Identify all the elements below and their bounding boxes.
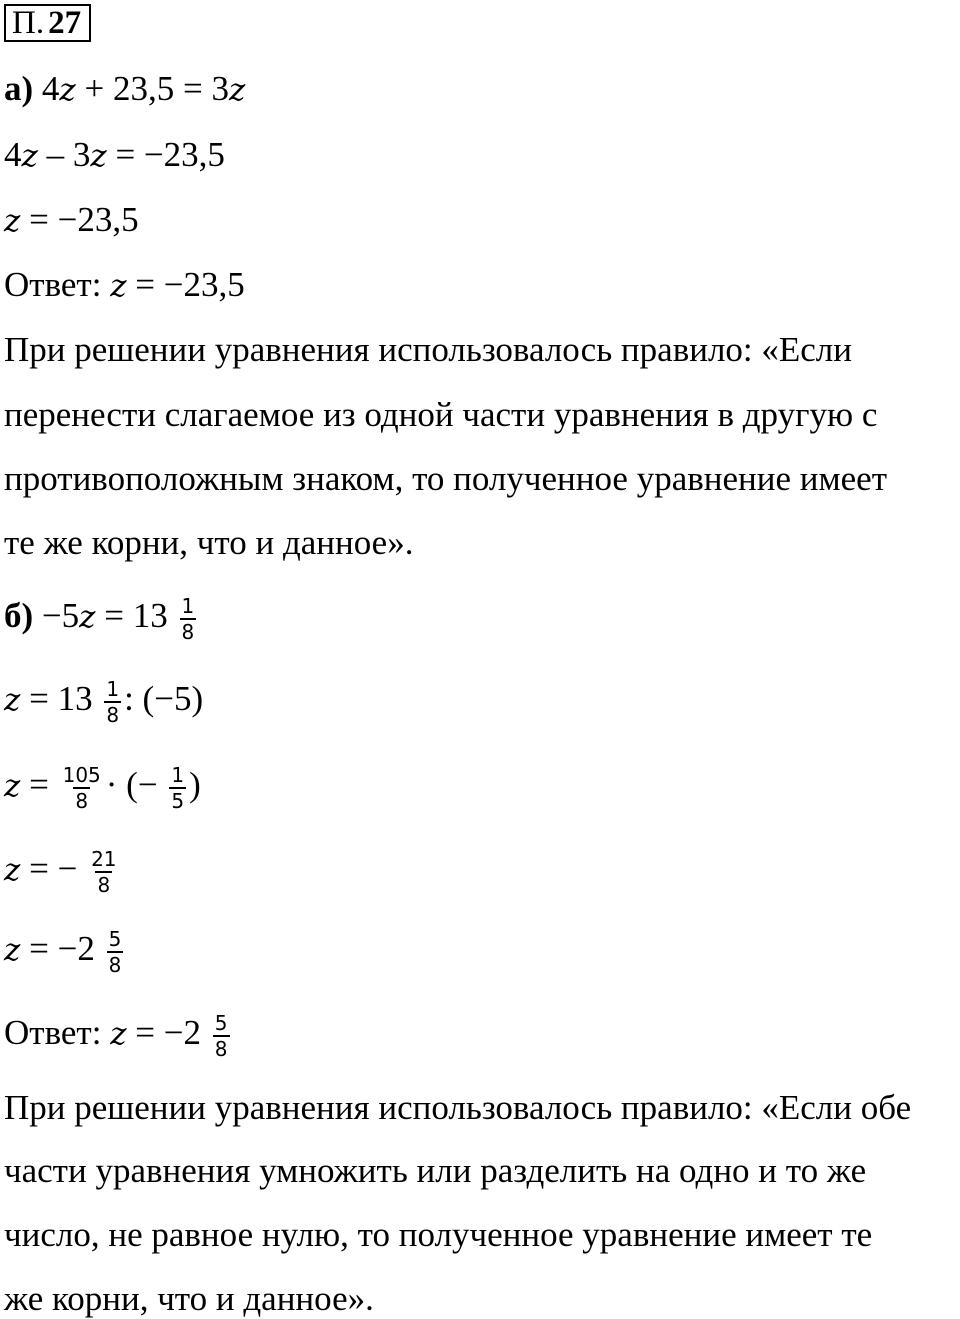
variable: z: [110, 1016, 127, 1053]
part-b-rule-line-3: число, не равное нулю, то полученное уравнение имеет те: [4, 1215, 873, 1254]
term: = −2: [20, 929, 95, 969]
problem-prefix: П.: [12, 5, 45, 41]
term: – 3: [37, 135, 91, 174]
denominator: 8: [97, 873, 111, 897]
part-b-rule-line-4: же корни, что и данное».: [4, 1279, 374, 1318]
term: −5: [33, 596, 80, 636]
term: : (−5): [124, 679, 204, 719]
fraction: [213, 1012, 230, 1060]
variable: z: [21, 138, 38, 174]
part-a-label: а): [4, 69, 34, 108]
fraction: [169, 764, 186, 812]
term: 4: [4, 135, 22, 174]
part-a-rule-line-1: При решении уравнения использовалось правило: «Если: [4, 330, 852, 369]
term: · (−: [105, 765, 158, 805]
term: = −: [20, 849, 78, 889]
term: = 13: [20, 679, 93, 719]
denominator: 8: [75, 789, 89, 813]
part-a-rule-line-4: те же корни, что и данное».: [4, 523, 414, 562]
numerator: 1: [181, 594, 195, 618]
part-b-equation-1: [4, 595, 199, 643]
part-b-equation-5: [4, 928, 126, 976]
problem-number: 27: [48, 5, 82, 41]
numerator: 21: [91, 847, 117, 871]
denominator: 8: [106, 703, 120, 727]
answer-prefix: Ответ:: [4, 265, 111, 304]
term: = −23,5: [106, 135, 225, 174]
variable: z: [79, 599, 96, 636]
part-a-equation-1: [4, 69, 245, 110]
part-a-answer: [4, 265, 245, 306]
part-b-equation-2: [4, 678, 203, 726]
part-b-label: б): [4, 596, 34, 636]
problem-number-box: [4, 4, 91, 42]
denominator: 8: [181, 620, 195, 644]
variable: z: [4, 768, 21, 805]
variable: z: [4, 682, 21, 719]
part-b-answer: [4, 1012, 233, 1060]
term: + 23,5 = 3: [75, 69, 229, 108]
denominator: 8: [108, 953, 122, 977]
variable: z: [59, 72, 76, 108]
numerator: 5: [214, 1011, 228, 1035]
numerator: 5: [108, 927, 122, 951]
term: = −23,5: [126, 265, 245, 304]
numerator: 1: [106, 677, 120, 701]
part-a-equation-3: [4, 200, 139, 241]
part-b-rule-line-2: части уравнения умножить или разделить на одно и то же: [4, 1151, 867, 1190]
part-a-rule-line-2: перенести слагаемое из одной части уравнения в другую с: [4, 395, 878, 434]
variable: z: [4, 932, 21, 969]
term: = 13: [95, 596, 168, 636]
variable: z: [4, 203, 21, 239]
term: 4: [41, 69, 60, 108]
denominator: 8: [214, 1037, 228, 1061]
variable: z: [228, 72, 246, 108]
part-b-rule-line-1: При решении уравнения использовалось правило: «Если обе: [4, 1088, 912, 1127]
part-b-equation-3: [4, 764, 201, 812]
fraction: [89, 848, 118, 896]
variable: z: [90, 138, 107, 174]
term: ): [189, 765, 201, 805]
term: =: [20, 765, 49, 805]
numerator: 105: [62, 763, 101, 787]
answer-prefix: Ответ:: [4, 1013, 111, 1053]
denominator: 5: [171, 789, 185, 813]
variable: z: [110, 268, 127, 304]
fraction: [180, 595, 197, 643]
fraction: [61, 764, 103, 812]
fraction: [104, 678, 121, 726]
fraction: [107, 928, 124, 976]
part-a-equation-2: [4, 135, 225, 176]
term: = −23,5: [20, 200, 139, 239]
part-a-rule-line-3: противоположным знаком, то полученное уравнение имеет: [4, 459, 888, 498]
part-b-equation-4: [4, 848, 122, 896]
term: = −2: [126, 1013, 202, 1053]
variable: z: [4, 852, 21, 889]
numerator: 1: [171, 763, 185, 787]
